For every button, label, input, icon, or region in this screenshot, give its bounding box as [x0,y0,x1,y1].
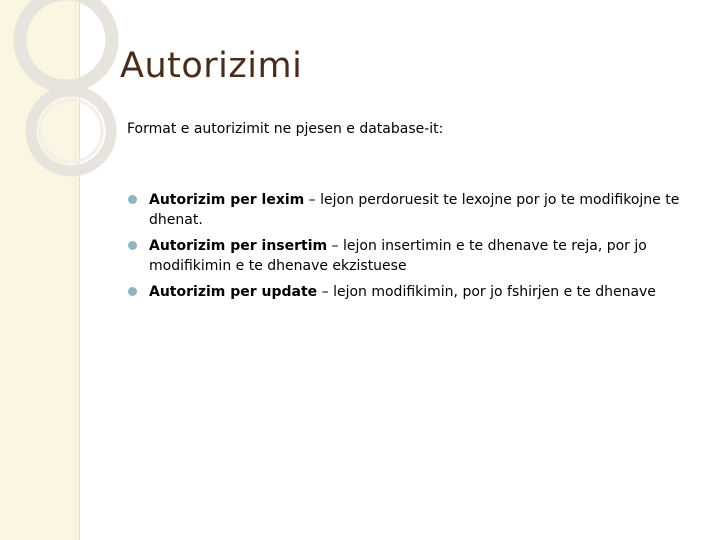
intro-text: Format e autorizimit ne pjesen e database-it: [127,121,444,137]
bullet-dot-icon [128,287,137,296]
ring-small [31,91,111,171]
bullet-item-update [127,282,707,302]
bullet-term: Autorizim per update [149,284,318,300]
bullet-term: Autorizim per lexim [149,192,305,208]
bullet-item-insertim [127,236,707,276]
bullet-text: – lejon insertimin e te dhenave te reja, por jo modifikimin e te dhenave ekzistuese [149,238,647,274]
bullet-dot-icon [128,241,137,250]
bullet-term: Autorizim per insertim [149,238,328,254]
decorative-rings [0,0,140,230]
bullet-text: – lejon perdoruesit te lexojne por jo te modifikojne te dhenat. [149,192,680,228]
bullet-list [127,190,707,308]
bullet-item-lexim [127,190,707,230]
bullet-text: – lejon modifikimin, por jo fshirjen e te dhenave [317,284,656,300]
bullet-dot-icon [128,195,137,204]
ring-small-inner [40,100,102,162]
ring-large [20,0,112,86]
slide-title: Autorizimi [120,46,303,86]
